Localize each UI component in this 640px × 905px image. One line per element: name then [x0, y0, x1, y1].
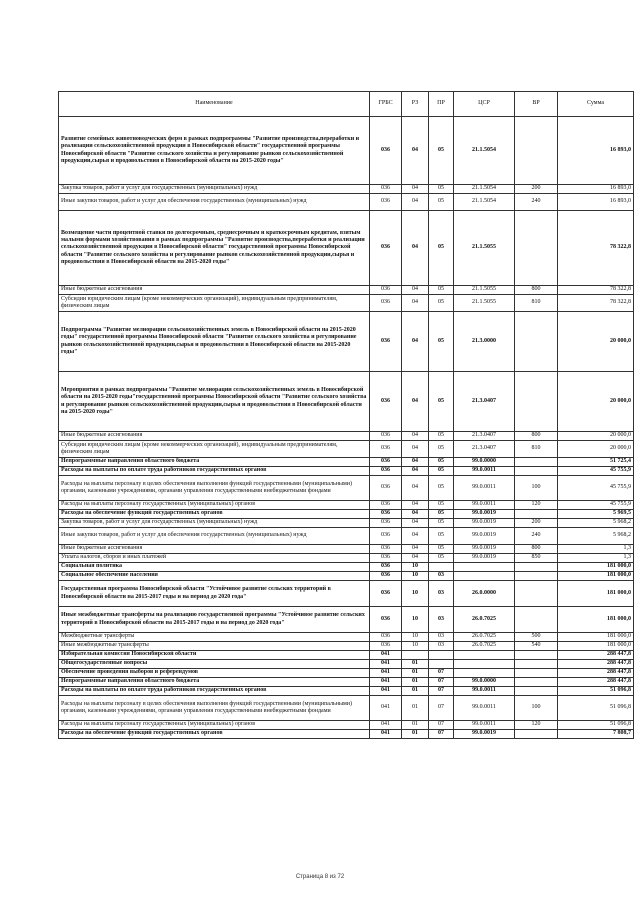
cell-name: Расходы на выплаты по оплате труда работников государственных органов — [59, 467, 370, 476]
cell-vr — [515, 607, 558, 633]
cell-pr: 05 — [429, 117, 454, 185]
cell-vr: 500 — [515, 633, 558, 642]
cell-name: Закупка товаров, работ и услуг для государственных (муниципальных) нужд — [59, 519, 370, 528]
table-row — [59, 467, 634, 476]
cell-rz: 10 — [402, 581, 429, 607]
cell-vr — [515, 730, 558, 739]
cell-name: Непрограммные направления областного бюджета — [59, 458, 370, 467]
table-row — [59, 117, 634, 185]
cell-rz: 04 — [402, 545, 429, 554]
cell-name: Социальная политика — [59, 563, 370, 572]
cell-rz: 01 — [402, 669, 429, 678]
cell-csr: 99.0.0019 — [454, 519, 515, 528]
header-row — [59, 92, 634, 117]
cell-csr: 21.3.0407 — [454, 441, 515, 458]
table-row — [59, 286, 634, 295]
cell-sum: 5 968,2 — [558, 519, 634, 528]
cell-csr: 21.3.0000 — [454, 312, 515, 372]
cell-pr: 05 — [429, 194, 454, 211]
cell-sum: 45 755,9 — [558, 467, 634, 476]
cell-grbs: 036 — [370, 607, 402, 633]
cell-vr — [515, 669, 558, 678]
table-row — [59, 528, 634, 545]
cell-vr — [515, 660, 558, 669]
cell-pr — [429, 660, 454, 669]
cell-sum: 288 447,8 — [558, 651, 634, 660]
cell-csr: 21.1.5055 — [454, 295, 515, 312]
cell-pr: 05 — [429, 441, 454, 458]
cell-rz: 04 — [402, 312, 429, 372]
cell-vr: 800 — [515, 545, 558, 554]
cell-vr: 120 — [515, 721, 558, 730]
cell-name: Иные закупки товаров, работ и услуг для обеспечения государственных (муниципальных) нужд — [59, 194, 370, 211]
cell-grbs: 041 — [370, 660, 402, 669]
cell-pr: 05 — [429, 211, 454, 286]
cell-vr: 200 — [515, 519, 558, 528]
cell-rz: 04 — [402, 295, 429, 312]
cell-rz: 04 — [402, 441, 429, 458]
cell-vr: 540 — [515, 642, 558, 651]
cell-pr: 03 — [429, 572, 454, 581]
cell-pr: 03 — [429, 633, 454, 642]
cell-pr — [429, 651, 454, 660]
cell-csr — [454, 651, 515, 660]
cell-rz: 04 — [402, 211, 429, 286]
page-number: Страница 8 из 72 — [295, 874, 345, 880]
cell-csr: 21.1.5054 — [454, 194, 515, 211]
cell-rz: 04 — [402, 286, 429, 295]
cell-name: Субсидии юридическим лицам (кроме некоммерческих организаций), индивидуальным предпринимателям, физическим лицам — [59, 441, 370, 458]
cell-csr: 99.0.0011 — [454, 476, 515, 501]
cell-sum: 181 000,0 — [558, 607, 634, 633]
cell-rz: 04 — [402, 185, 429, 194]
cell-rz: 01 — [402, 687, 429, 696]
cell-name: Уплата налогов, сборов и иных платежей — [59, 554, 370, 563]
cell-name: Субсидии юридическим лицам (кроме некоммерческих организаций), индивидуальным предпринимателям, физическим лицам — [59, 295, 370, 312]
table-row — [59, 295, 634, 312]
table-row — [59, 696, 634, 721]
cell-grbs: 041 — [370, 730, 402, 739]
header-name: Наименование — [59, 92, 370, 117]
cell-vr: 200 — [515, 185, 558, 194]
cell-sum: 45 755,9 — [558, 501, 634, 510]
table-row — [59, 372, 634, 432]
cell-grbs: 036 — [370, 441, 402, 458]
cell-grbs: 036 — [370, 563, 402, 572]
cell-sum: 16 893,0 — [558, 185, 634, 194]
cell-csr: 26.0.7025 — [454, 633, 515, 642]
cell-vr: 240 — [515, 194, 558, 211]
cell-sum: 288 447,8 — [558, 669, 634, 678]
cell-csr: 21.3.0407 — [454, 432, 515, 441]
cell-rz: 04 — [402, 510, 429, 519]
cell-grbs: 036 — [370, 476, 402, 501]
cell-grbs: 036 — [370, 432, 402, 441]
cell-csr: 99.0.0011 — [454, 721, 515, 730]
table-row — [59, 510, 634, 519]
table-body — [59, 117, 634, 739]
header-pr: ПР — [429, 92, 454, 117]
cell-vr — [515, 372, 558, 432]
cell-pr: 03 — [429, 607, 454, 633]
table-row — [59, 185, 634, 194]
header-rz: РЗ — [402, 92, 429, 117]
cell-pr: 05 — [429, 295, 454, 312]
cell-vr: 100 — [515, 476, 558, 501]
cell-vr — [515, 211, 558, 286]
cell-vr — [515, 651, 558, 660]
cell-vr: 100 — [515, 696, 558, 721]
cell-csr: 26.0.0000 — [454, 581, 515, 607]
cell-grbs: 041 — [370, 678, 402, 687]
cell-pr: 05 — [429, 510, 454, 519]
table-row — [59, 660, 634, 669]
header-grbs: ГРБС — [370, 92, 402, 117]
cell-sum: 51 096,8 — [558, 721, 634, 730]
cell-pr: 07 — [429, 678, 454, 687]
cell-vr: 240 — [515, 528, 558, 545]
cell-csr: 99.0.0019 — [454, 545, 515, 554]
cell-pr: 05 — [429, 432, 454, 441]
cell-name: Иные бюджетные ассигнования — [59, 432, 370, 441]
cell-sum: 288 447,8 — [558, 660, 634, 669]
cell-rz — [402, 651, 429, 660]
cell-pr: 05 — [429, 372, 454, 432]
cell-pr: 05 — [429, 185, 454, 194]
cell-csr: 99.0.0011 — [454, 696, 515, 721]
cell-csr: 21.1.5055 — [454, 286, 515, 295]
cell-sum: 16 893,0 — [558, 117, 634, 185]
cell-name: Иные межбюджетные трансферты на реализацию государственной программы "Устойчивое развитие сельских территорий в Новосибирской области на 2015-2017 годы и на период до 2020 года" — [59, 607, 370, 633]
cell-rz: 01 — [402, 730, 429, 739]
cell-pr: 05 — [429, 467, 454, 476]
cell-grbs: 036 — [370, 312, 402, 372]
cell-pr: 05 — [429, 458, 454, 467]
cell-name: Иные межбюджетные трансферты — [59, 642, 370, 651]
cell-grbs: 036 — [370, 467, 402, 476]
cell-csr: 99.0.0019 — [454, 510, 515, 519]
cell-pr: 05 — [429, 519, 454, 528]
cell-grbs: 036 — [370, 545, 402, 554]
cell-grbs: 036 — [370, 519, 402, 528]
cell-csr: 99.0.0000 — [454, 458, 515, 467]
header-vr: ВР — [515, 92, 558, 117]
cell-name: Обеспечение проведения выборов и референдумов — [59, 669, 370, 678]
cell-rz: 04 — [402, 458, 429, 467]
cell-sum: 1,3 — [558, 545, 634, 554]
cell-pr: 05 — [429, 286, 454, 295]
cell-name: Закупка товаров, работ и услуг для государственных (муниципальных) нужд — [59, 185, 370, 194]
cell-rz: 10 — [402, 633, 429, 642]
cell-csr — [454, 660, 515, 669]
cell-sum: 78 322,8 — [558, 211, 634, 286]
table-row — [59, 194, 634, 211]
cell-sum: 5 969,5 — [558, 510, 634, 519]
table-row — [59, 501, 634, 510]
cell-name: Расходы на обеспечение функций государственных органов — [59, 510, 370, 519]
cell-csr: 99.0.0019 — [454, 554, 515, 563]
cell-csr: 26.0.7025 — [454, 642, 515, 651]
cell-pr: 07 — [429, 687, 454, 696]
cell-name: Иные бюджетные ассигнования — [59, 286, 370, 295]
header-csr: ЦСР — [454, 92, 515, 117]
table-row — [59, 572, 634, 581]
cell-vr: 800 — [515, 286, 558, 295]
cell-sum: 181 000,0 — [558, 563, 634, 572]
cell-vr — [515, 572, 558, 581]
cell-pr: 05 — [429, 545, 454, 554]
cell-grbs: 036 — [370, 501, 402, 510]
table-row — [59, 651, 634, 660]
cell-sum: 1,3 — [558, 554, 634, 563]
cell-name: Государственная программа Новосибирской области "Устойчивое развитие сельских территорий в Новосибирской области на 2015-2017 годы и на период до 2020 года" — [59, 581, 370, 607]
cell-name: Социальное обеспечение населения — [59, 572, 370, 581]
cell-grbs: 041 — [370, 721, 402, 730]
cell-rz: 04 — [402, 467, 429, 476]
cell-name: Непрограммные направления областного бюджета — [59, 678, 370, 687]
cell-pr: 03 — [429, 581, 454, 607]
cell-rz: 04 — [402, 476, 429, 501]
cell-csr: 21.1.5054 — [454, 117, 515, 185]
cell-vr: 120 — [515, 501, 558, 510]
cell-sum: 7 808,7 — [558, 730, 634, 739]
cell-name: Мероприятия в рамках подпрограммы "Развитие мелиорации сельскохозяйственных земель в Новосибирской области на 2015-2020 годы"государственной программы Новосибирской области "Развитие сельского хозяйства и регулирование рынков сельскохозяйственной продукции,сырья и продовольствия в Новосибирской области на 2015-2020 годы" — [59, 372, 370, 432]
cell-sum: 51 096,8 — [558, 696, 634, 721]
cell-grbs: 036 — [370, 642, 402, 651]
table-row — [59, 581, 634, 607]
table-row — [59, 545, 634, 554]
table-row — [59, 519, 634, 528]
cell-sum: 181 000,0 — [558, 642, 634, 651]
cell-grbs: 041 — [370, 687, 402, 696]
cell-pr: 05 — [429, 476, 454, 501]
cell-grbs: 036 — [370, 117, 402, 185]
cell-pr: 07 — [429, 730, 454, 739]
cell-sum: 51 096,8 — [558, 687, 634, 696]
table-row — [59, 642, 634, 651]
cell-grbs: 036 — [370, 510, 402, 519]
cell-pr: 07 — [429, 669, 454, 678]
budget-table — [58, 91, 634, 739]
table-row — [59, 678, 634, 687]
cell-grbs: 036 — [370, 185, 402, 194]
cell-name: Избирательная комиссия Новосибирской области — [59, 651, 370, 660]
cell-sum: 5 968,2 — [558, 528, 634, 545]
cell-rz: 04 — [402, 117, 429, 185]
cell-rz: 01 — [402, 696, 429, 721]
cell-vr: 800 — [515, 432, 558, 441]
table-row — [59, 432, 634, 441]
cell-name: Расходы на выплаты персоналу государственных (муниципальных) органов — [59, 721, 370, 730]
cell-rz: 04 — [402, 501, 429, 510]
cell-pr: 05 — [429, 554, 454, 563]
cell-csr: 99.0.0019 — [454, 528, 515, 545]
cell-rz: 04 — [402, 519, 429, 528]
table-row — [59, 211, 634, 286]
cell-grbs: 036 — [370, 286, 402, 295]
cell-vr — [515, 581, 558, 607]
cell-rz: 01 — [402, 660, 429, 669]
cell-pr — [429, 563, 454, 572]
cell-rz: 01 — [402, 678, 429, 687]
cell-sum: 181 000,0 — [558, 633, 634, 642]
cell-name: Иные закупки товаров, работ и услуг для обеспечения государственных (муниципальных) нужд — [59, 528, 370, 545]
table-row — [59, 312, 634, 372]
cell-sum: 20 000,0 — [558, 432, 634, 441]
cell-csr: 99.0.0011 — [454, 467, 515, 476]
cell-sum: 20 000,0 — [558, 441, 634, 458]
cell-grbs: 036 — [370, 572, 402, 581]
cell-vr — [515, 467, 558, 476]
cell-csr: 99.0.0019 — [454, 730, 515, 739]
cell-grbs: 036 — [370, 194, 402, 211]
table-row — [59, 563, 634, 572]
cell-csr: 99.0.0011 — [454, 687, 515, 696]
cell-vr — [515, 117, 558, 185]
cell-csr: 99.0.0000 — [454, 678, 515, 687]
cell-pr: 03 — [429, 642, 454, 651]
cell-csr: 21.3.0407 — [454, 372, 515, 432]
table-row — [59, 721, 634, 730]
cell-sum: 51 725,4 — [558, 458, 634, 467]
cell-rz: 01 — [402, 721, 429, 730]
table-row — [59, 458, 634, 467]
cell-csr — [454, 669, 515, 678]
cell-grbs: 036 — [370, 372, 402, 432]
cell-name: Межбюджетные трансферты — [59, 633, 370, 642]
cell-sum: 45 755,9 — [558, 476, 634, 501]
cell-name: Подпрограмма "Развитие мелиорации сельскохозяйственных земель в Новосибирской области на 2015-2020 годы" государственной программы Новосибирской области "Развитие сельского хозяйства и регулирование рынков сельскохозяйственной продукции,сырья и продовольствия в Новосибирской области на 2015-2020 годы" — [59, 312, 370, 372]
table-row — [59, 730, 634, 739]
cell-grbs: 036 — [370, 211, 402, 286]
cell-csr — [454, 563, 515, 572]
cell-sum: 78 322,8 — [558, 295, 634, 312]
cell-sum: 181 000,0 — [558, 581, 634, 607]
table-row — [59, 687, 634, 696]
cell-rz: 10 — [402, 572, 429, 581]
cell-sum: 288 447,8 — [558, 678, 634, 687]
table-row — [59, 476, 634, 501]
cell-name: Возмещение части процентной ставки по долгосрочным, среднесрочным и краткосрочным кредитам, взятым малыми формами хозяйствования в рамках подпрограммы "Развитие производства,переработки и реализации сельскохозяйственной продукции в Новосибирской области" государственной программы Новосибирской области "Развитие сельского хозяйства и регулирование рынков сельскохозяйственной продукции,сырья и продовольствия в Новосибирской области на 2015-2020 годы" — [59, 211, 370, 286]
cell-sum: 181 000,0 — [558, 572, 634, 581]
cell-grbs: 041 — [370, 651, 402, 660]
cell-grbs: 036 — [370, 295, 402, 312]
cell-rz: 10 — [402, 563, 429, 572]
table-row — [59, 669, 634, 678]
cell-rz: 04 — [402, 528, 429, 545]
cell-vr — [515, 458, 558, 467]
cell-grbs: 036 — [370, 633, 402, 642]
cell-rz: 04 — [402, 432, 429, 441]
cell-vr — [515, 312, 558, 372]
cell-rz: 10 — [402, 607, 429, 633]
cell-grbs: 036 — [370, 554, 402, 563]
cell-grbs: 036 — [370, 458, 402, 467]
cell-rz: 04 — [402, 194, 429, 211]
cell-name: Расходы на выплаты персоналу государственных (муниципальных) органов — [59, 501, 370, 510]
cell-pr: 07 — [429, 696, 454, 721]
cell-name: Расходы на выплаты по оплате труда работников государственных органов — [59, 687, 370, 696]
cell-vr — [515, 687, 558, 696]
cell-name: Расходы на выплаты персоналу в целях обеспечения выполнения функций государственными (муниципальными) органами, казенными учреждениями, органами управления государственными внебюджетными фондами — [59, 696, 370, 721]
cell-sum: 20 000,0 — [558, 312, 634, 372]
cell-sum: 78 322,8 — [558, 286, 634, 295]
cell-name: Расходы на обеспечение функций государственных органов — [59, 730, 370, 739]
cell-sum: 20 000,0 — [558, 372, 634, 432]
cell-grbs: 041 — [370, 669, 402, 678]
table-row — [59, 607, 634, 633]
table-row — [59, 633, 634, 642]
cell-csr: 26.0.7025 — [454, 607, 515, 633]
cell-vr — [515, 678, 558, 687]
cell-csr: 21.1.5054 — [454, 185, 515, 194]
cell-rz: 04 — [402, 372, 429, 432]
cell-grbs: 041 — [370, 696, 402, 721]
cell-name: Расходы на выплаты персоналу в целях обеспечения выполнения функций государственными (муниципальными) органами, казенными учреждениями, органами управления государственными внебюджетными фондами — [59, 476, 370, 501]
cell-name: Иные бюджетные ассигнования — [59, 545, 370, 554]
cell-pr: 07 — [429, 721, 454, 730]
cell-grbs: 036 — [370, 528, 402, 545]
table-row — [59, 554, 634, 563]
cell-pr: 05 — [429, 501, 454, 510]
cell-vr: 810 — [515, 441, 558, 458]
cell-grbs: 036 — [370, 581, 402, 607]
cell-name: Развитие семейных животноводческих ферм в рамках подпрограммы "Развитие производства,переработки и реализации сельскохозяйственной продукции в Новосибирской области" государственной программы Новосибирской области "Развитие сельского хозяйства и регулирование рынков сельскохозяйственной продукции,сырья и продовольствия в Новосибирской области на 2015-2020 годы" — [59, 117, 370, 185]
cell-vr: 850 — [515, 554, 558, 563]
cell-pr: 05 — [429, 528, 454, 545]
cell-rz: 04 — [402, 554, 429, 563]
cell-vr — [515, 563, 558, 572]
cell-sum: 16 893,0 — [558, 194, 634, 211]
table-row — [59, 441, 634, 458]
cell-csr: 21.1.5055 — [454, 211, 515, 286]
cell-vr: 810 — [515, 295, 558, 312]
cell-vr — [515, 510, 558, 519]
cell-csr: 99.0.0011 — [454, 501, 515, 510]
header-sum: Сумма — [558, 92, 634, 117]
cell-rz: 10 — [402, 642, 429, 651]
cell-pr: 05 — [429, 312, 454, 372]
cell-csr — [454, 572, 515, 581]
cell-name: Общегосударственные вопросы — [59, 660, 370, 669]
